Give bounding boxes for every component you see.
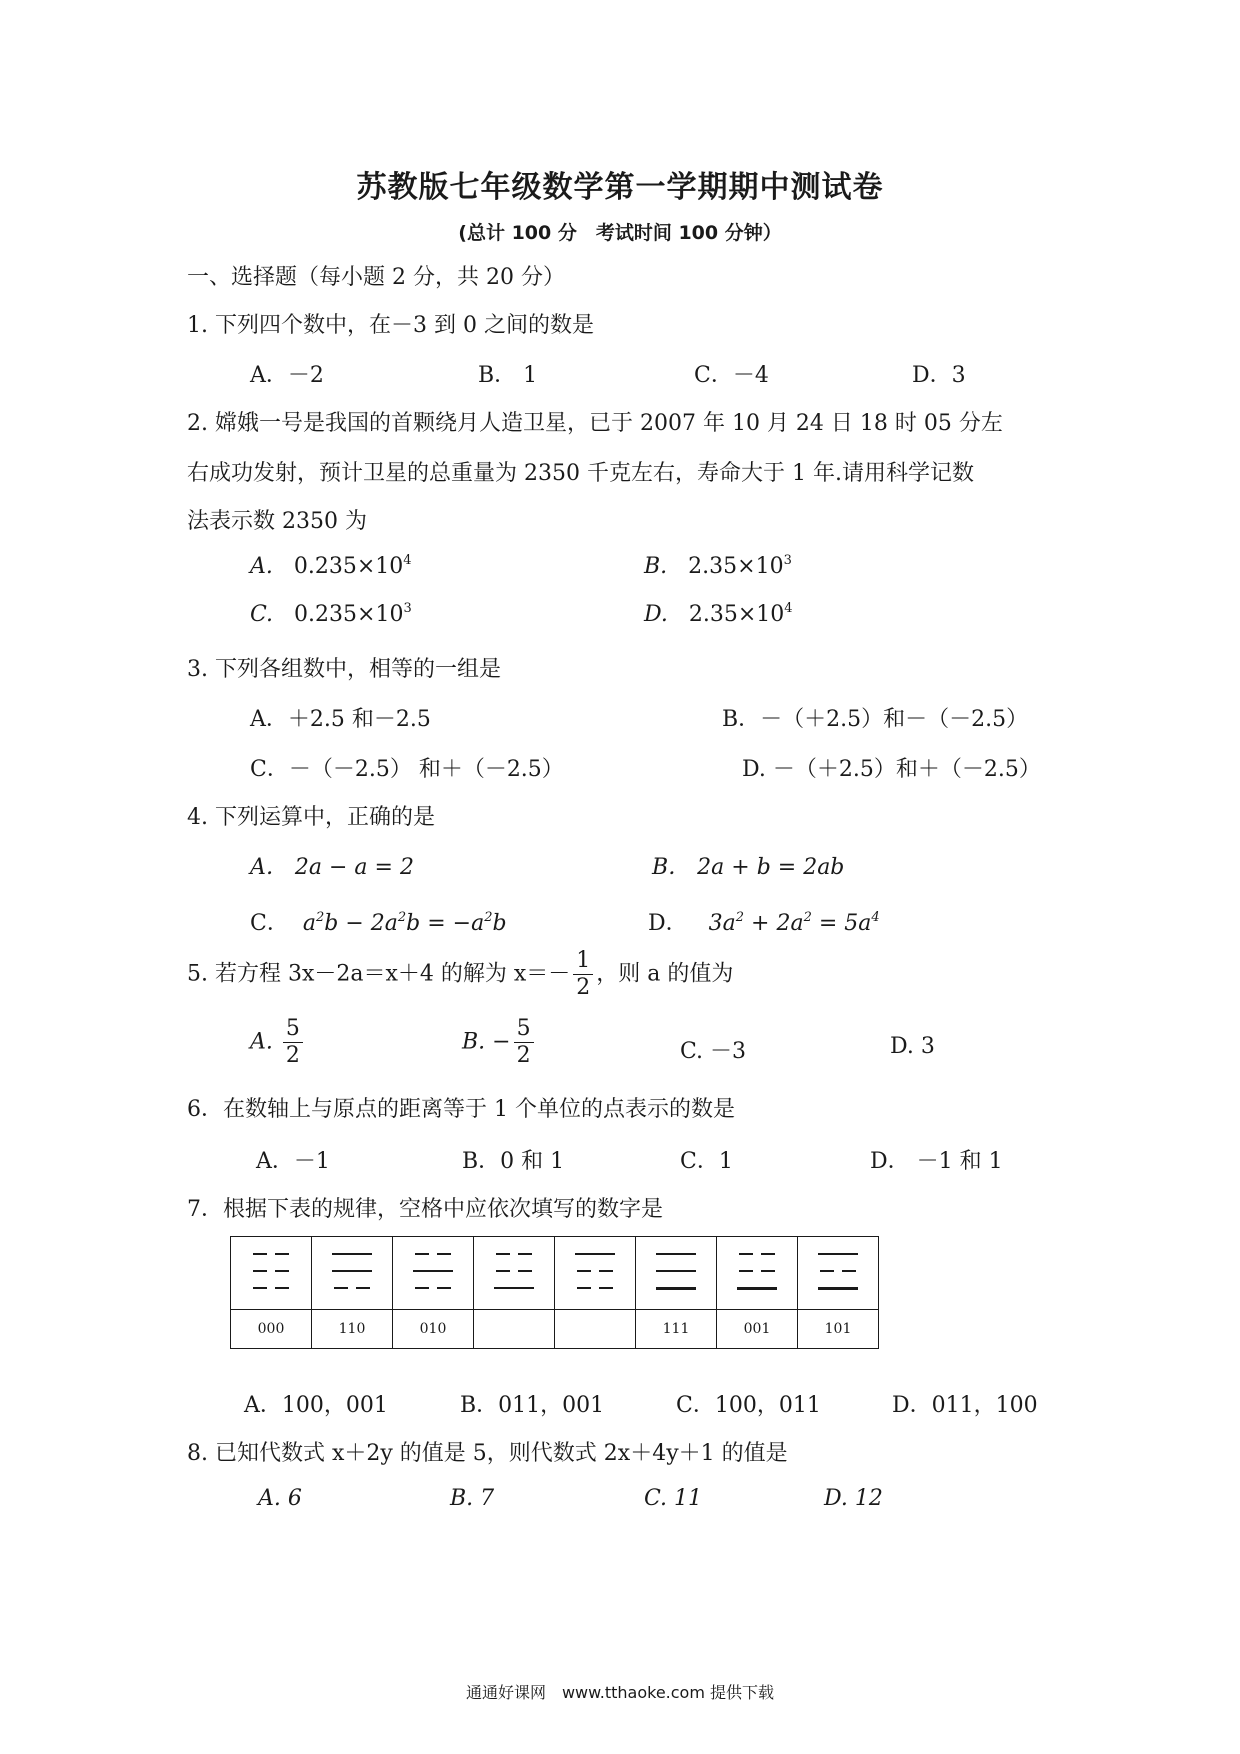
q2-c-label: C.: [250, 602, 274, 627]
trigram-cell: [717, 1237, 798, 1310]
q2-b-label: B.: [644, 554, 668, 579]
trigram-code: 111: [636, 1310, 717, 1349]
q4-stem: 4. 下列运算中，正确的是: [187, 805, 435, 830]
q7-option-b: B．011，001: [460, 1393, 605, 1418]
solid-line: [575, 1249, 615, 1259]
q2-option-a: [250, 554, 412, 579]
page-subtitle: (总计 100 分 考试时间 100 分钟）: [458, 222, 782, 244]
trigram-code: [474, 1310, 555, 1349]
q4-option-c: C． $a^2b - 2a^2b = -a^2b$: [250, 910, 507, 936]
page-title: 苏教版七年级数学第一学期期中测试卷: [356, 170, 884, 205]
q2-stem-line1: 2. 嫦娥一号是我国的首颗绕月人造卫星，已于 2007 年 10 月 24 日 18 时 05 分左: [187, 411, 1003, 436]
trigram-symbol: [332, 1242, 372, 1300]
trigram-symbol: [575, 1242, 615, 1300]
q2-option-b: [644, 554, 792, 579]
trigram-code: 110: [312, 1310, 393, 1349]
q1-option-a: A．－2: [250, 363, 324, 388]
broken-line: [251, 1283, 291, 1293]
solid-line: [413, 1266, 453, 1276]
trigram-table: [230, 1236, 879, 1349]
q8-option-a: A. 6: [258, 1486, 302, 1511]
trigram-cell: [231, 1237, 312, 1310]
broken-line: [494, 1266, 534, 1276]
trigram-cell: [312, 1237, 393, 1310]
solid-line: [332, 1266, 372, 1276]
q4-d-label: D．: [648, 911, 688, 936]
q7-stem: 7．根据下表的规律，空格中应依次填写的数字是: [187, 1197, 663, 1222]
trigram-symbol: [656, 1242, 696, 1300]
broken-line: [332, 1283, 372, 1293]
solid-line: [737, 1283, 777, 1293]
q2-a-base: 0.235×10: [293, 554, 404, 579]
q5-option-d: D. 3: [890, 1034, 935, 1059]
broken-line: [494, 1249, 534, 1259]
trigram-cell: [393, 1237, 474, 1310]
q5-stem: [187, 948, 733, 1001]
q5-option-b: B. − $\frac{5}{2}$: [462, 1016, 537, 1069]
q6-option-c: C．1: [680, 1149, 733, 1174]
q2-c-exp: 3: [403, 601, 412, 616]
q5-suffix: ，则 a 的值为: [596, 961, 734, 987]
q6-stem: 6．在数轴上与原点的距离等于 1 个单位的点表示的数是: [187, 1097, 735, 1122]
q5-option-a: A. $\frac{5}{2}$: [250, 1016, 306, 1069]
broken-line: [413, 1283, 453, 1293]
q8-option-b: B. 7: [450, 1486, 495, 1511]
q2-option-c: [250, 602, 412, 627]
section-heading: 一、选择题（每小题 2 分，共 20 分）: [187, 265, 565, 290]
q2-b-exp: 3: [783, 553, 792, 568]
trigram-symbol: [251, 1242, 291, 1300]
q5-fraction: $\frac{1}{2}$: [573, 948, 593, 1001]
q1-stem: 1. 下列四个数中，在－3 到 0 之间的数是: [187, 313, 594, 338]
solid-line: [818, 1283, 858, 1293]
trigram-code: 001: [717, 1310, 798, 1349]
solid-line: [818, 1249, 858, 1259]
q7-option-a: A．100，001: [244, 1393, 388, 1418]
q8-stem: 8. 已知代数式 x＋2y 的值是 5，则代数式 2x＋4y＋1 的值是: [187, 1441, 788, 1466]
page-footer: 通通好课网 www.tthaoke.com 提供下载: [465, 1683, 775, 1702]
q3-option-c: C．－（－2.5） 和＋（－2.5）: [250, 757, 564, 782]
q6-option-b: B．0 和 1: [462, 1149, 565, 1174]
q7-option-c: C．100，011: [676, 1393, 821, 1418]
q8-option-d: D. 12: [824, 1486, 883, 1511]
trigram-symbol: [737, 1242, 777, 1300]
trigram-cell: [798, 1237, 879, 1310]
broken-line: [413, 1249, 453, 1259]
trigram-symbol: [413, 1242, 453, 1300]
solid-line: [656, 1283, 696, 1293]
q3-option-a: A．＋2.5 和－2.5: [250, 707, 431, 732]
trigram-code: [555, 1310, 636, 1349]
q2-d-exp: 4: [784, 601, 793, 616]
q8-option-c: C. 11: [644, 1486, 703, 1511]
trigram-code: 101: [798, 1310, 879, 1349]
q5-option-c: C. －3: [680, 1039, 747, 1064]
q2-d-label: D.: [644, 602, 668, 627]
q2-b-base: 2.35×10: [688, 554, 784, 579]
q2-c-base: 0.235×10: [294, 602, 404, 627]
q2-stem-line2: 右成功发射，预计卫星的总重量为 2350 千克左右，寿命大于 1 年.请用科学记数: [187, 461, 974, 486]
broken-line: [737, 1249, 777, 1259]
q4-option-d: D． $3a^2 + 2a^2 = 5a^4$: [648, 910, 880, 936]
trigram-symbol: [818, 1242, 858, 1300]
q7-option-d: D．011，100: [892, 1393, 1038, 1418]
trigram-cell: [555, 1237, 636, 1310]
trigram-symbol: [494, 1242, 534, 1300]
q6-option-d: D． －1 和 1: [870, 1149, 1003, 1174]
q4-option-b: B． 2a + b = 2ab: [652, 855, 845, 880]
q4-option-a: A． 2a − a = 2: [250, 855, 414, 880]
solid-line: [494, 1283, 534, 1293]
broken-line: [575, 1266, 615, 1276]
q2-stem-line3: 法表示数 2350 为: [187, 509, 367, 534]
q2-a-exp: 4: [403, 553, 412, 568]
q3-option-d: D. －（＋2.5）和＋（－2.5）: [742, 757, 1041, 782]
q3-stem: 3. 下列各组数中，相等的一组是: [187, 657, 501, 682]
q2-a-label: A.: [250, 554, 273, 579]
q6-option-a: A．－1: [256, 1149, 330, 1174]
q2-d-base: 2.35×10: [688, 602, 785, 627]
q4-c-label: C．: [250, 911, 289, 936]
broken-line: [737, 1266, 777, 1276]
q3-option-b: B．－（＋2.5）和－（－2.5）: [722, 707, 1029, 732]
trigram-code: 010: [393, 1310, 474, 1349]
solid-line: [656, 1266, 696, 1276]
q2-option-d: [644, 602, 793, 627]
q1-option-d: D．3: [912, 363, 966, 388]
broken-line: [818, 1266, 858, 1276]
trigram-cell: [474, 1237, 555, 1310]
broken-line: [251, 1266, 291, 1276]
trigram-code-row: [231, 1310, 879, 1349]
trigram-glyph-row: [231, 1237, 879, 1310]
solid-line: [656, 1249, 696, 1259]
trigram-code: 000: [231, 1310, 312, 1349]
broken-line: [251, 1249, 291, 1259]
q1-option-c: C．－4: [694, 363, 769, 388]
solid-line: [332, 1249, 372, 1259]
broken-line: [575, 1283, 615, 1293]
q1-option-b: B． 1: [478, 363, 538, 388]
q5-prefix: 5. 若方程 3x－2a＝x＋4 的解为 x＝－: [187, 961, 571, 987]
trigram-cell: [636, 1237, 717, 1310]
